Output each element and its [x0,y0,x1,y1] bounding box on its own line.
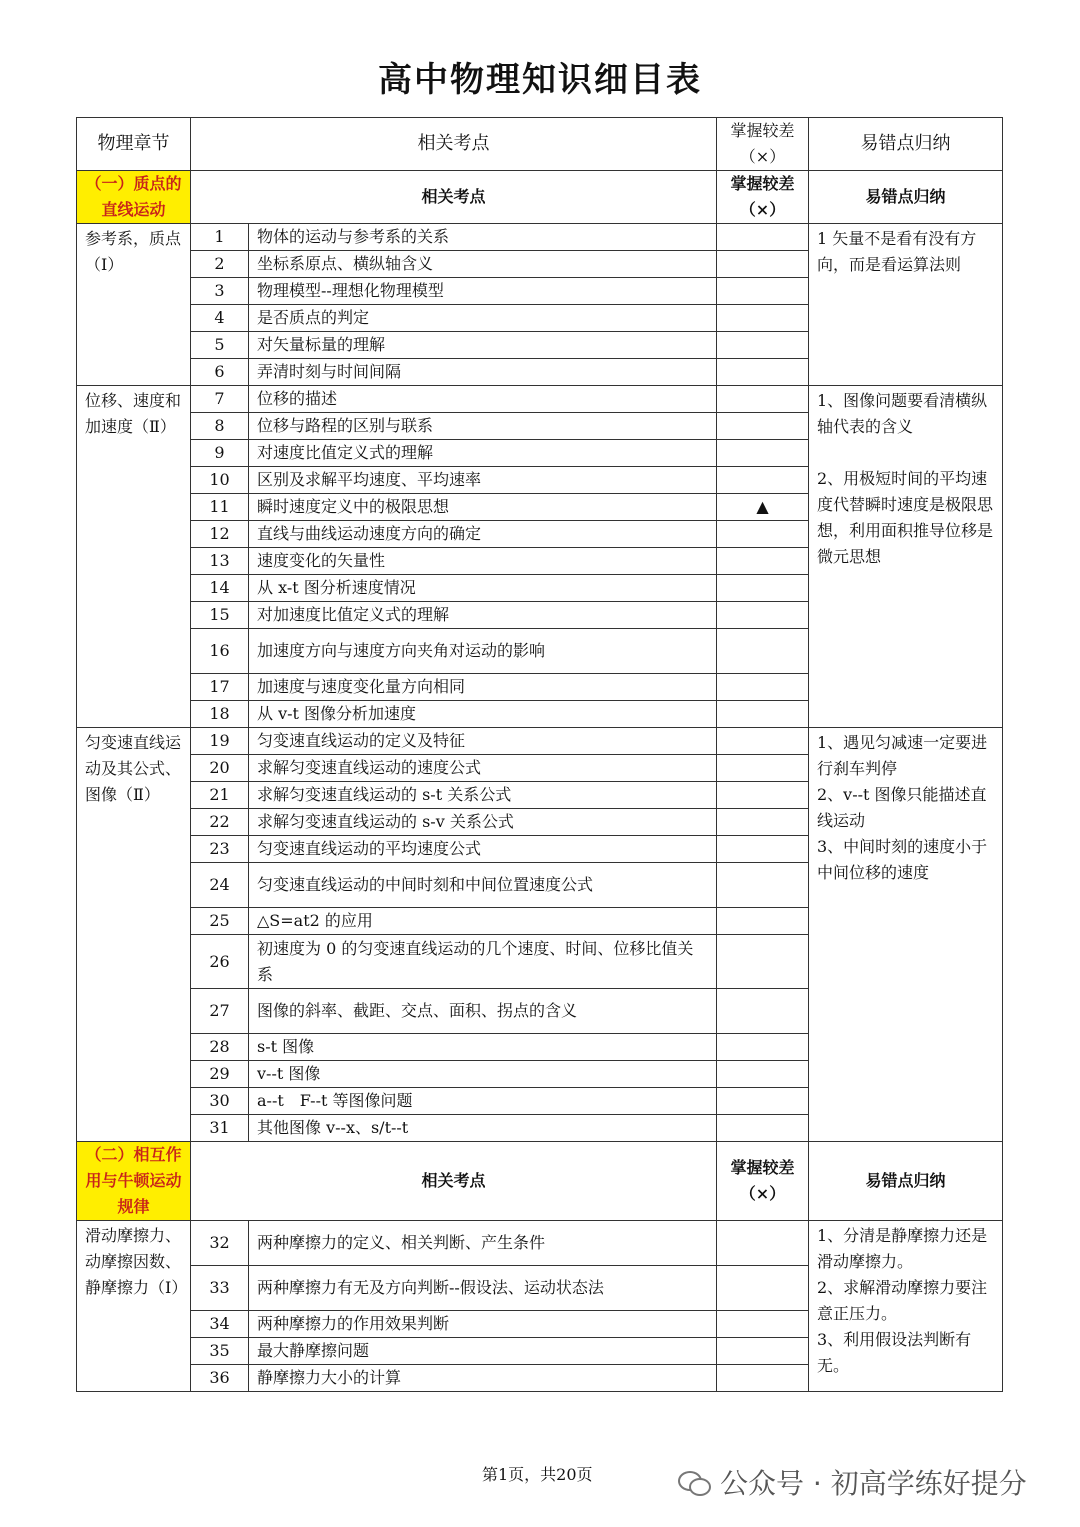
item-number: 10 [191,467,249,494]
mastery-cell[interactable] [717,278,809,305]
item-number: 2 [191,251,249,278]
section-header-mastery: 掌握较差（×） [717,171,809,224]
chapter-cell: 匀变速直线运动及其公式、图像（Ⅱ） [77,728,191,1142]
item-number: 3 [191,278,249,305]
item-number: 6 [191,359,249,386]
item-text: 两种摩擦力的作用效果判断 [249,1311,717,1338]
mastery-cell[interactable] [717,1266,809,1311]
table-row [77,386,1003,413]
item-number: 8 [191,413,249,440]
chapter-cell: 参考系，质点（Ⅰ） [77,224,191,386]
item-number: 28 [191,1034,249,1061]
item-number: 12 [191,521,249,548]
notes-cell [809,1221,1003,1392]
item-number: 4 [191,305,249,332]
mastery-cell[interactable] [717,1034,809,1061]
item-text: 速度变化的矢量性 [249,548,717,575]
notes-cell [809,386,1003,728]
item-text: 其他图像 v--x、s/t--t [249,1115,717,1142]
note-line: 2、求解滑动摩擦力要注意正压力。 [817,1278,988,1323]
wechat-icon [676,1467,712,1497]
item-text: 坐标系原点、横纵轴含义 [249,251,717,278]
mastery-cell[interactable] [717,305,809,332]
section-header-notes: 易错点归纳 [809,171,1003,224]
mastery-cell[interactable] [717,728,809,755]
item-text: 弄清时刻与时间间隔 [249,359,717,386]
mastery-cell[interactable] [717,575,809,602]
header-chapter: 物理章节 [77,118,191,171]
item-text: 求解匀变速直线运动的速度公式 [249,755,717,782]
item-text: 两种摩擦力有无及方向判断--假设法、运动状态法 [249,1266,717,1311]
notes-cell [809,224,1003,386]
item-number: 33 [191,1266,249,1311]
item-number: 11 [191,494,249,521]
mastery-cell[interactable] [717,674,809,701]
item-number: 18 [191,701,249,728]
item-text: 是否质点的判定 [249,305,717,332]
item-number: 29 [191,1061,249,1088]
item-text: 两种摩擦力的定义、相关判断、产生条件 [249,1221,717,1266]
chapter-cell: 位移、速度和加速度（Ⅱ） [77,386,191,728]
mastery-cell[interactable] [717,440,809,467]
item-text: 物理模型--理想化物理模型 [249,278,717,305]
mastery-cell[interactable] [717,908,809,935]
table-row [77,224,1003,251]
item-number: 5 [191,332,249,359]
mastery-cell[interactable] [717,359,809,386]
item-number: 24 [191,863,249,908]
item-text: 直线与曲线运动速度方向的确定 [249,521,717,548]
item-text: 静摩擦力大小的计算 [249,1365,717,1392]
item-number: 7 [191,386,249,413]
watermark-text: 公众号 · 初高学练好提分 [720,1467,1027,1500]
mastery-cell[interactable] [717,548,809,575]
watermark [676,1462,1027,1502]
item-text: 位移与路程的区别与联系 [249,413,717,440]
item-text: 对速度比值定义式的理解 [249,440,717,467]
section-header-points: 相关考点 [191,171,717,224]
mastery-cell[interactable] [717,1365,809,1392]
mastery-cell[interactable] [717,1061,809,1088]
item-number: 35 [191,1338,249,1365]
item-text: 加速度与速度变化量方向相同 [249,674,717,701]
item-number: 31 [191,1115,249,1142]
note-line: 2、v--t 图像只能描述直线运动 [817,785,987,830]
note-line: 3、中间时刻的速度小于中间位移的速度 [817,837,988,882]
knowledge-table [76,117,1003,1392]
mastery-cell[interactable] [717,413,809,440]
item-number: 21 [191,782,249,809]
item-text: a--t F--t 等图像问题 [249,1088,717,1115]
item-text: s-t 图像 [249,1034,717,1061]
item-number: 15 [191,602,249,629]
chapter-cell: 滑动摩擦力、动摩擦因数、静摩擦力（Ⅰ） [77,1221,191,1392]
item-number: 26 [191,935,249,989]
item-text: 位移的描述 [249,386,717,413]
item-text: 瞬时速度定义中的极限思想 [249,494,717,521]
mastery-cell[interactable] [717,755,809,782]
note-line: 2、用极短时间的平均速度代替瞬时速度是极限思想，利用面积推导位移是微元思想 [817,469,994,566]
section-header-row [77,1142,1003,1221]
header-points: 相关考点 [191,118,717,171]
item-text: 匀变速直线运动的平均速度公式 [249,836,717,863]
item-number: 23 [191,836,249,863]
table-body [77,118,1003,1392]
item-number: 32 [191,1221,249,1266]
mastery-cell[interactable] [717,809,809,836]
item-number: 34 [191,1311,249,1338]
note-line: 1、分清是静摩擦力还是滑动摩擦力。 [817,1226,988,1271]
table-row [77,1221,1003,1266]
item-number: 16 [191,629,249,674]
mastery-cell[interactable] [717,782,809,809]
item-text: 匀变速直线运动的定义及特征 [249,728,717,755]
mastery-cell[interactable] [717,629,809,674]
item-number: 17 [191,674,249,701]
mastery-cell[interactable] [717,467,809,494]
mastery-cell[interactable] [717,602,809,629]
item-text: 区别及求解平均速度、平均速率 [249,467,717,494]
item-number: 22 [191,809,249,836]
item-text: 对加速度比值定义式的理解 [249,602,717,629]
item-text: 求解匀变速直线运动的 s-t 关系公式 [249,782,717,809]
note-line: 3、利用假设法判断有无。 [817,1330,972,1375]
page-title: 高中物理知识细目表 [378,60,702,100]
mastery-cell[interactable] [717,521,809,548]
item-number: 30 [191,1088,249,1115]
section-header-mastery: 掌握较差（×） [717,1142,809,1221]
mastery-cell[interactable] [717,935,809,989]
item-number: 14 [191,575,249,602]
item-number: 19 [191,728,249,755]
section-header-row [77,171,1003,224]
section-title: （二）相互作用与牛顿运动规律 [77,1142,191,1221]
note-line: 1、图像问题要看清横纵轴代表的含义 [817,391,988,436]
item-text: 最大静摩擦问题 [249,1338,717,1365]
note-line: 1 矢量不是看有没有方向，而是看运算法则 [817,229,977,274]
note-line: 1、遇见匀减速一定要进行刹车判停 [817,733,988,778]
mastery-cell[interactable] [717,224,809,251]
item-text: 加速度方向与速度方向夹角对运动的影响 [249,629,717,674]
mastery-cell[interactable] [717,701,809,728]
item-text: 从 v-t 图像分析加速度 [249,701,717,728]
table-header-row [77,118,1003,171]
item-text: △S=at2 的应用 [249,908,717,935]
item-number: 1 [191,224,249,251]
mastery-cell[interactable] [717,386,809,413]
item-text: 对矢量标量的理解 [249,332,717,359]
item-number: 27 [191,989,249,1034]
mastery-cell[interactable] [717,251,809,278]
table-row [77,728,1003,755]
item-text: 从 x-t 图分析速度情况 [249,575,717,602]
item-number: 9 [191,440,249,467]
item-text: 图像的斜率、截距、交点、面积、拐点的含义 [249,989,717,1034]
item-text: 初速度为 0 的匀变速直线运动的几个速度、时间、位移比值关系 [249,935,717,989]
item-text: 匀变速直线运动的中间时刻和中间位置速度公式 [249,863,717,908]
item-number: 36 [191,1365,249,1392]
item-number: 20 [191,755,249,782]
section-header-points: 相关考点 [191,1142,717,1221]
item-number: 25 [191,908,249,935]
notes-cell [809,728,1003,1142]
mastery-cell[interactable] [717,1311,809,1338]
mastery-cell[interactable] [717,863,809,908]
mastery-cell[interactable] [717,1088,809,1115]
mastery-cell[interactable] [717,989,809,1034]
header-mastery: 掌握较差（×） [717,118,809,171]
mastery-cell[interactable] [717,1115,809,1142]
mastery-cell[interactable] [717,836,809,863]
mastery-cell[interactable]: ▲ [717,494,809,521]
item-text: 物体的运动与参考系的关系 [249,224,717,251]
section-header-notes: 易错点归纳 [809,1142,1003,1221]
section-title: （一）质点的直线运动 [77,171,191,224]
mastery-cell[interactable] [717,332,809,359]
item-text: v--t 图像 [249,1061,717,1088]
item-number: 13 [191,548,249,575]
mastery-cell[interactable] [717,1338,809,1365]
page-footer: 第1页，共20页 [482,1465,593,1484]
item-text: 求解匀变速直线运动的 s-v 关系公式 [249,809,717,836]
header-notes: 易错点归纳 [809,118,1003,171]
mastery-cell[interactable] [717,1221,809,1266]
